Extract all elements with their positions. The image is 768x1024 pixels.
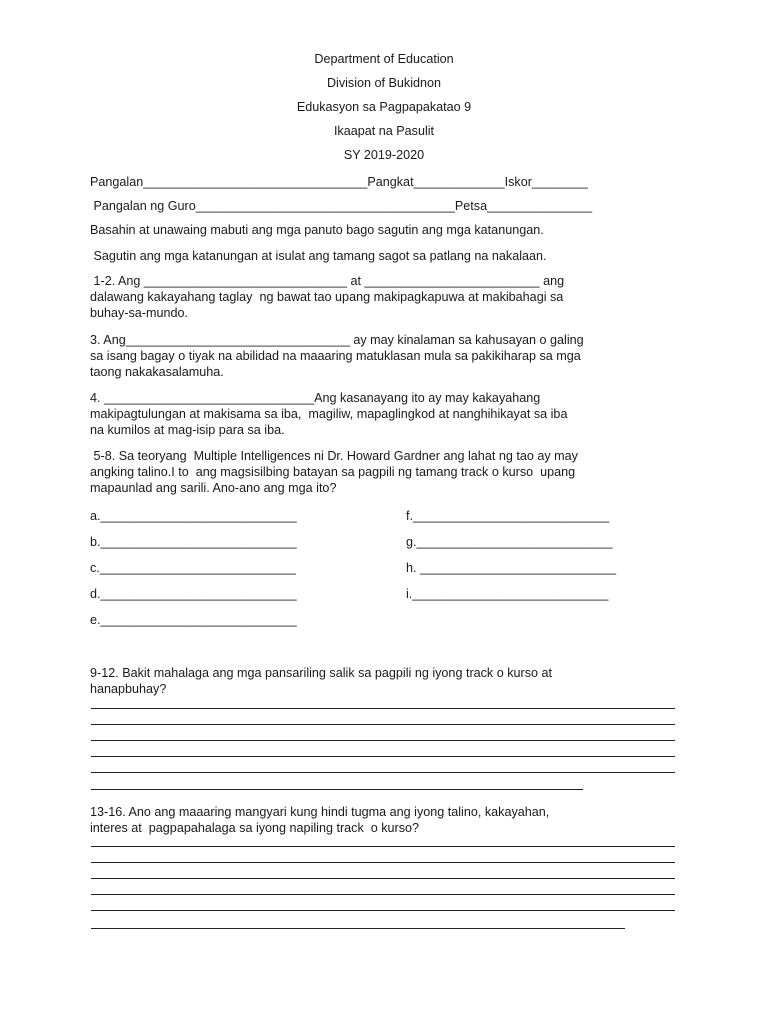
answer-line[interactable] xyxy=(91,862,675,863)
answer-line[interactable] xyxy=(91,789,583,790)
question-5-8-line-2: angking talino.I to ang magsisilbing batayan sa pagpili ng tamang track o kurso upang xyxy=(90,465,576,479)
choice-a[interactable]: a.____________________________ xyxy=(90,509,297,523)
choice-g[interactable]: g.____________________________ xyxy=(406,535,613,549)
choice-d[interactable]: d.____________________________ xyxy=(90,587,297,601)
choice-i[interactable]: i.____________________________ xyxy=(406,587,609,601)
subject-heading: Edukasyon sa Pagpapakatao 9 xyxy=(296,100,472,114)
answer-line[interactable] xyxy=(91,928,625,929)
choice-h[interactable]: h. ____________________________ xyxy=(406,561,617,575)
answer-line[interactable] xyxy=(91,878,675,879)
instruction-answer: Sagutin ang mga katanungan at isulat ang tamang sagot sa patlang na nakalaan. xyxy=(90,249,547,263)
department-heading: Department of Education xyxy=(314,52,454,66)
choice-c[interactable]: c.____________________________ xyxy=(90,561,296,575)
question-1-2-line-1: 1-2. Ang _____________________________ at _________________________ ang xyxy=(90,274,565,288)
answer-line[interactable] xyxy=(91,772,675,773)
question-5-8-line-3: mapaunlad ang sarili. Ano-ano ang mga ito? xyxy=(90,481,337,495)
question-3-line-2: sa isang bagay o tiyak na abilidad na maaaring matuklasan mula sa pakikiharap sa mga xyxy=(90,349,581,363)
question-3-line-1: 3. Ang________________________________ ay may kinalaman sa kahusayan o galing xyxy=(90,333,584,347)
question-9-12-line-1: 9-12. Bakit mahalaga ang mga pansariling salik sa pagpili ng iyong track o kurso at xyxy=(90,666,553,680)
answer-line[interactable] xyxy=(91,724,675,725)
question-5-8-line-1: 5-8. Sa teoryang Multiple Intelligences ni Dr. Howard Gardner ang lahat ng tao ay may xyxy=(90,449,578,463)
question-4-line-2: makipagtulungan at makisama sa iba, magiliw, mapaglingkod at nanghihikayat sa iba xyxy=(90,407,568,421)
question-4-line-1: 4. ______________________________Ang kasanayang ito ay may kakayahang xyxy=(90,391,541,405)
question-3-line-3: taong nakakasalamuha. xyxy=(90,365,224,379)
question-13-16-line-2: interes at pagpapahalaga sa iyong napiling track o kurso? xyxy=(90,821,420,835)
choice-e[interactable]: e.____________________________ xyxy=(90,613,297,627)
answer-line[interactable] xyxy=(91,740,675,741)
student-info-line[interactable]: Pangalan________________________________Pangkat_____________Iskor________ xyxy=(90,175,588,189)
school-year: SY 2019-2020 xyxy=(343,148,425,162)
question-1-2-line-2: dalawang kakayahang taglay ng bawat tao upang makipagkapuwa at makibahagi sa xyxy=(90,290,564,304)
choice-b[interactable]: b.____________________________ xyxy=(90,535,297,549)
answer-line[interactable] xyxy=(91,756,675,757)
question-13-16-line-1: 13-16. Ano ang maaaring mangyari kung hindi tugma ang iyong talino, kakayahan, xyxy=(90,805,550,819)
answer-line[interactable] xyxy=(91,910,675,911)
answer-line[interactable] xyxy=(91,708,675,709)
division-heading: Division of Bukidnon xyxy=(326,76,442,90)
question-9-12-line-2: hanapbuhay? xyxy=(90,682,167,696)
answer-line[interactable] xyxy=(91,846,675,847)
teacher-info-line[interactable]: Pangalan ng Guro_____________________________________Petsa_______________ xyxy=(90,199,593,213)
test-title: Ikaapat na Pasulit xyxy=(333,124,435,138)
instruction-read: Basahin at unawaing mabuti ang mga panuto bago sagutin ang mga katanungan. xyxy=(90,223,544,237)
choice-f[interactable]: f.____________________________ xyxy=(406,509,610,523)
question-4-line-3: na kumilos at mag-isip para sa iba. xyxy=(90,423,285,437)
answer-line[interactable] xyxy=(91,894,675,895)
question-1-2-line-3: buhay-sa-mundo. xyxy=(90,306,189,320)
